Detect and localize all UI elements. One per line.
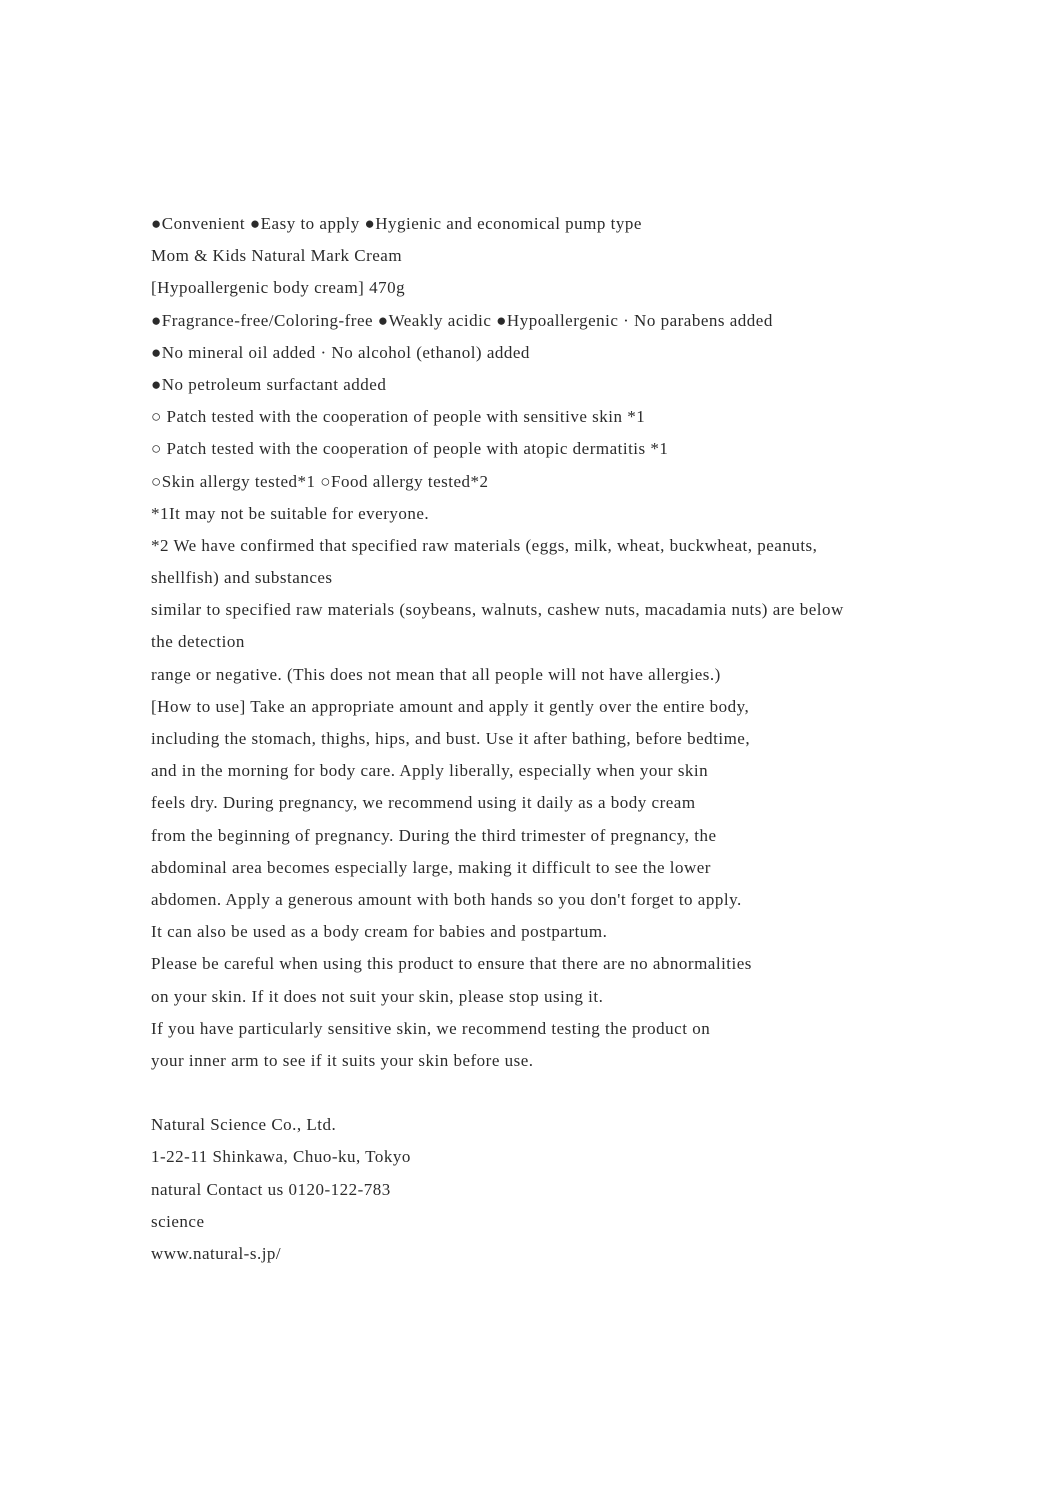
company-name-line: Natural Science Co., Ltd. (151, 1115, 337, 1135)
caution-line: Please be careful when using this product to ensure that there are no abnormalities (151, 954, 752, 974)
feature-bullets-line: ●Convenient ●Easy to apply ●Hygienic and economical pump type (151, 214, 642, 233)
company-address-line: 1-22-11 Shinkawa, Chuo-ku, Tokyo (151, 1147, 411, 1167)
caution-line: on your skin. If it does not suit your skin, please stop using it. (151, 986, 604, 1006)
how-to-use-line: abdominal area becomes especially large, making it difficult to see the lower (151, 857, 711, 877)
footnote-2-line: range or negative. (This does not mean that all people will not have allergies.) (151, 664, 721, 684)
how-to-use-line: feels dry. During pregnancy, we recommend using it daily as a body cream (151, 793, 696, 813)
product-type-line: [Hypoallergenic body cream] 470g (151, 278, 406, 298)
footnote-1-line: *1It may not be suitable for everyone. (151, 503, 430, 523)
how-to-use-line: abdomen. Apply a generous amount with both hands so you don't forget to apply. (151, 889, 742, 909)
footnote-2-line: similar to specified raw materials (soybeans, walnuts, cashew nuts, macadamia nuts) are below (151, 600, 844, 620)
product-name-line: Mom & Kids Natural Mark Cream (151, 246, 403, 266)
patch-test-line: ○ Patch tested with the cooperation of people with sensitive skin *1 (151, 407, 646, 427)
company-brand-line: science (151, 1211, 205, 1231)
caution-line: your inner arm to see if it suits your skin before use. (151, 1050, 534, 1070)
feature-bullets-line: ●No petroleum surfactant added (151, 374, 387, 394)
caution-line: If you have particularly sensitive skin, we recommend testing the product on (151, 1018, 711, 1038)
footnote-2-line: the detection (151, 632, 245, 652)
allergy-test-line: ○Skin allergy tested*1 ○Food allergy tested*2 (151, 471, 489, 491)
how-to-use-line: including the stomach, thighs, hips, and bust. Use it after bathing, before bedtime, (151, 729, 751, 748)
how-to-use-line: It can also be used as a body cream for babies and postpartum. (151, 922, 608, 942)
feature-bullets-line: ●Fragrance-free/Coloring-free ●Weakly acidic ●Hypoallergenic · No parabens added (151, 310, 773, 330)
patch-test-line: ○ Patch tested with the cooperation of people with atopic dermatitis *1 (151, 439, 669, 459)
company-url-line: www.natural-s.jp/ (151, 1244, 282, 1263)
blank-line (151, 1077, 1031, 1109)
how-to-use-line: [How to use] Take an appropriate amount and apply it gently over the entire body, (151, 696, 750, 716)
how-to-use-line: from the beginning of pregnancy. During the third trimester of pregnancy, the (151, 825, 717, 845)
document-body (151, 208, 1031, 1270)
footnote-2-line: *2 We have confirmed that specified raw materials (eggs, milk, wheat, buckwheat, peanuts, (151, 535, 818, 555)
feature-bullets-line: ●No mineral oil added · No alcohol (ethanol) added (151, 342, 530, 362)
how-to-use-line: and in the morning for body care. Apply liberally, especially when your skin (151, 761, 709, 781)
footnote-2-line: shellfish) and substances (151, 568, 333, 588)
contact-phone-line: natural Contact us 0120-122-783 (151, 1179, 391, 1199)
